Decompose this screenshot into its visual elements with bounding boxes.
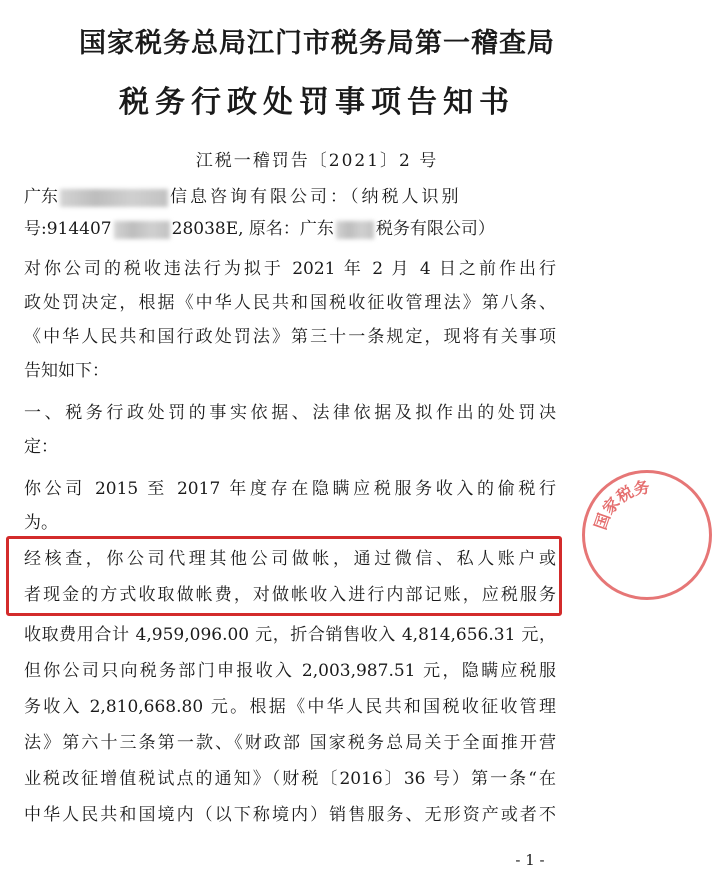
body-line: 中华人民共和国境内（以下称境内）销售服务、无形资产或者不 (24, 805, 556, 825)
body-line: 业税改征增值税试点的通知》（财税〔2016〕36 号）第一条“在 (24, 769, 556, 789)
body-line: 定： (24, 437, 58, 457)
highlight-box (6, 536, 562, 616)
body-line: 务收入 2,810,668.80 元。根据《中华人民共和国税收征收管理 (24, 697, 556, 717)
body-line: 者现金的方式收取做帐费，对做帐收入进行内部记账，应税服务 (24, 585, 556, 605)
redaction-block (114, 221, 170, 239)
former-name-suffix: 税务有限公司） (375, 219, 495, 239)
body-line: 政处罚决定，根据《中华人民共和国税收征收管理法》第八条、 (24, 293, 556, 313)
seal-text-arc (585, 473, 715, 603)
page-number: - 1 - (515, 851, 545, 869)
addressee-suffix: 信息咨询有限公司：（纳税人识别 (170, 187, 462, 207)
redaction-block (336, 221, 374, 239)
body-line: 法》第六十三条第一款、《财政部 国家税务总局关于全面推开营 (24, 733, 556, 753)
document-title: 税务行政处罚事项告知书 (119, 85, 515, 120)
official-seal (582, 470, 712, 600)
body-line: 《中华人民共和国行政处罚法》第三十一条规定，现将有关事项 (24, 327, 556, 347)
taxpayer-id-middle: 28038E, 原名：广东 (171, 219, 334, 239)
addressee-line-1 (24, 182, 556, 212)
body-line: 经核查，你公司代理其他公司做帐，通过微信、私人账户或 (24, 549, 556, 569)
body-line: 一、税务行政处罚的事实依据、法律依据及拟作出的处罚决 (24, 403, 556, 423)
body-line: 收取费用合计 4,959,096.00 元，折合销售收入 4,814,656.31 元， (24, 625, 556, 645)
body-line: 你公司 2015 至 2017 年度存在隐瞒应税服务收入的偷税行 (24, 479, 556, 499)
document-number: 江税一稽罚告〔2021〕2 号 (195, 151, 439, 171)
addressee-prefix: 广东 (24, 187, 58, 207)
redaction-block (60, 189, 168, 207)
body-line: 为。 (24, 513, 58, 533)
body-line: 但你公司只向税务部门申报收入 2,003,987.51 元，隐瞒应税服 (24, 661, 556, 681)
office-title: 国家税务总局江门市税务局第一稽查局 (79, 28, 555, 59)
body-line: 告知如下： (24, 361, 109, 381)
taxpayer-id-prefix: 号:914407 (24, 219, 112, 239)
svg-text:国家税务: 国家税务 (590, 477, 652, 533)
body-line: 对你公司的税收违法行为拟于 2021 年 2 月 4 日之前作出行 (24, 259, 556, 279)
addressee-line-2 (24, 214, 556, 244)
